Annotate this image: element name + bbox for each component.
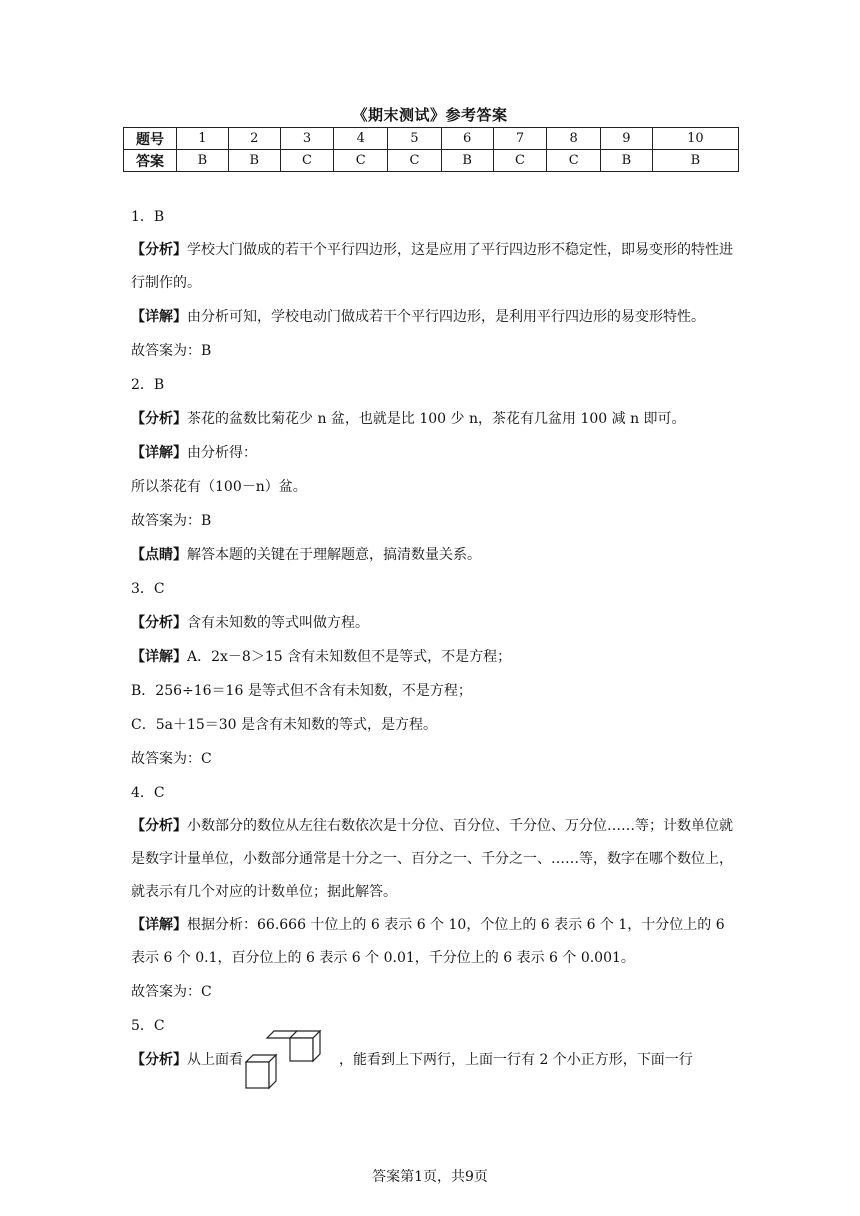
conclusion: 故答案为：C <box>131 984 212 1000</box>
table-cell: 3 <box>280 128 334 150</box>
table-cell: 4 <box>334 128 388 150</box>
detail-paragraph <box>131 909 741 975</box>
detail-line: B．256÷16＝16 是等式但不含有未知数，不是方程； <box>131 683 472 699</box>
analysis-paragraph <box>131 810 741 909</box>
comment-tag: 【点睛】 <box>131 547 187 563</box>
table-cell: 2 <box>228 128 280 150</box>
detail-paragraph <box>131 640 741 674</box>
conclusion: 故答案为：C <box>131 751 212 767</box>
analysis-tag: 【分析】 <box>131 615 187 631</box>
detail-text: 由分析得： <box>187 445 257 461</box>
comment-paragraph <box>131 538 741 572</box>
detail-paragraph <box>131 300 741 334</box>
detail-paragraph <box>131 436 741 470</box>
analysis-text: 含有未知数的等式叫做方程。 <box>187 615 369 631</box>
table-cell: C <box>334 150 388 172</box>
analysis-tag: 【分析】 <box>131 818 187 834</box>
conclusion: 故答案为：B <box>131 343 212 359</box>
table-cell: 6 <box>441 128 493 150</box>
conclusion: 故答案为：B <box>131 513 212 529</box>
analysis-text: 小数部分的数位从左往右数依次是十分位、百分位、千分位、万分位……等；计数单位就是数字计量单位，小数部分通常是十分之一、百分之一、千分之一、……等，数字在哪个数位上，就表示有几个对应的计数单位；据此解答。 <box>131 818 733 900</box>
table-cell: 8 <box>547 128 601 150</box>
table-row-numbers <box>124 128 739 150</box>
table-cell: B <box>441 150 493 172</box>
analysis-tag: 【分析】 <box>131 411 187 427</box>
table-cell: B <box>177 150 229 172</box>
answer-table <box>123 127 739 172</box>
analysis-tag: 【分析】 <box>131 242 187 258</box>
table-cell: 5 <box>388 128 442 150</box>
analysis-text-before: 从上面看 <box>187 1052 243 1068</box>
detail-line: 所以茶花有（100－n）盆。 <box>131 479 307 495</box>
detail-tag: 【详解】 <box>131 309 187 325</box>
analysis-paragraph <box>131 234 741 300</box>
analysis-text: 茶花的盆数比菊花少 n 盆，也就是比 100 少 n，茶花有几盆用 100 减 n 即可。 <box>187 411 686 427</box>
table-cell: B <box>601 150 653 172</box>
analysis-tag: 【分析】 <box>131 1052 187 1068</box>
cube-figure-icon <box>245 1030 337 1090</box>
table-cell: 9 <box>601 128 653 150</box>
page-title: 《期末测试》参考答案 <box>352 106 508 124</box>
detail-line: C．5a＋15＝30 是含有未知数的等式，是方程。 <box>131 717 438 733</box>
analysis-paragraph <box>131 606 741 640</box>
question-number: 4．C <box>131 785 165 801</box>
analysis-paragraph <box>131 402 741 436</box>
question-number: 2．B <box>131 377 165 393</box>
comment-text: 解答本题的关键在于理解题意，搞清数量关系。 <box>187 547 481 563</box>
table-cell: C <box>280 150 334 172</box>
analysis-text: 学校大门做成的若干个平行四边形，这是应用了平行四边形不稳定性，即易变形的特性进行制作的。 <box>131 242 733 291</box>
question-number: 5．C <box>131 1018 165 1034</box>
table-cell: 1 <box>177 128 229 150</box>
table-cell: B <box>228 150 280 172</box>
detail-tag: 【详解】 <box>131 445 187 461</box>
question-number: 1．B <box>131 209 165 225</box>
table-cell: C <box>493 150 547 172</box>
detail-text: A．2x－8＞15 含有未知数但不是等式，不是方程； <box>187 649 512 665</box>
table-cell: B <box>652 150 738 172</box>
answer-explanations <box>131 200 741 1077</box>
question-number: 3．C <box>131 581 165 597</box>
table-cell: C <box>547 150 601 172</box>
table-cell: 10 <box>652 128 738 150</box>
detail-tag: 【详解】 <box>131 649 187 665</box>
table-row-answers <box>124 150 739 172</box>
detail-text: 根据分析：66.666 十位上的 6 表示 6 个 10，个位上的 6 表示 6 个 1，十分位上的 6 表示 6 个 0.1，百分位上的 6 表示 6 个 0.01，千分位上的 6 表示 6 个 0.001。 <box>131 917 725 966</box>
analysis-paragraph <box>131 1043 741 1077</box>
table-header-cell: 答案 <box>124 150 177 172</box>
detail-tag: 【详解】 <box>131 917 187 933</box>
page-footer: 答案第1页，共9页 <box>372 1169 488 1185</box>
table-cell: 7 <box>493 128 547 150</box>
analysis-text-after: ，能看到上下两行，上面一行有 2 个小正方形，下面一行 <box>339 1052 693 1068</box>
table-cell: C <box>388 150 442 172</box>
table-header-cell: 题号 <box>124 128 177 150</box>
detail-text: 由分析可知，学校电动门做成若干个平行四边形，是利用平行四边形的易变形特性。 <box>187 309 705 325</box>
